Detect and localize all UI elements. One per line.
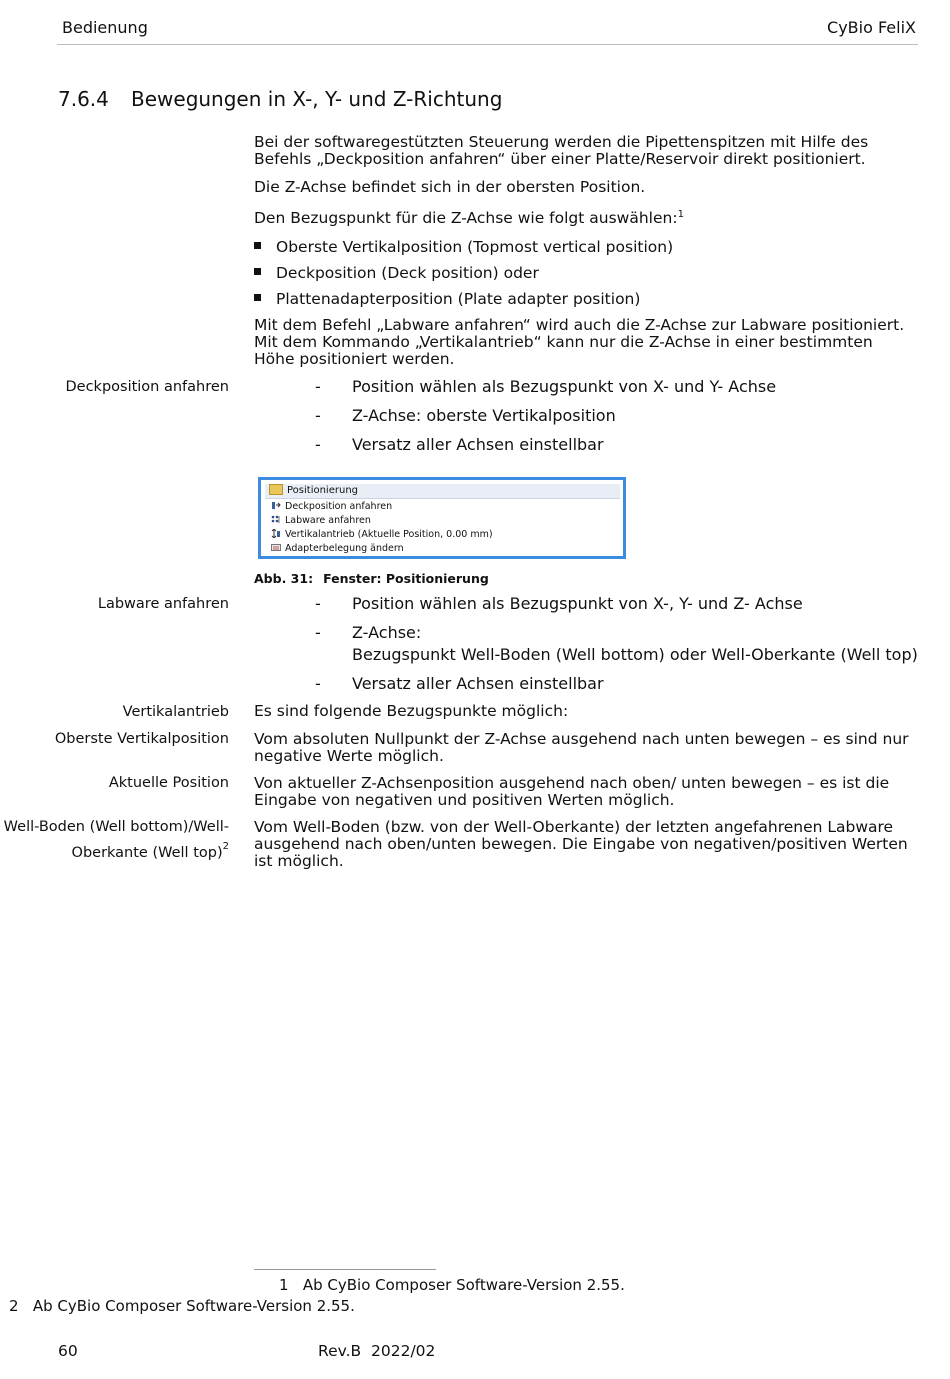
intro-paragraph-4: Mit dem Befehl „Labware anfahren“ wird auch die Z-Achse zur Labware positioniert. Mit dem Kommando „Vertikalantrieb“ kann nur die Z-Achse in einer bestimmten Höhe positioniert werden.	[254, 316, 905, 368]
labware-item-2-line-2: Bezugspunkt Well-Boden (Well bottom) oder Well-Oberkante (Well top)	[352, 645, 918, 664]
footnote-1	[279, 1276, 625, 1294]
header-divider	[57, 44, 918, 45]
margin-label-vertical: Vertikalantrieb	[122, 704, 229, 720]
bullet-text: Deckposition (Deck position) oder	[276, 264, 539, 282]
bullet-text: Oberste Vertikalposition (Topmost vertical position)	[276, 238, 674, 256]
labware-move-icon	[271, 515, 281, 524]
labware-item-1: Position wählen als Bezugspunkt von X-, Y- und Z- Achse	[352, 594, 803, 613]
footnote-text: Ab CyBio Composer Software-Version 2.55.	[32, 1297, 355, 1315]
adapter-icon	[271, 543, 281, 552]
tree-item-label: Vertikalantrieb (Aktuelle Position, 0.00 mm)	[285, 529, 493, 540]
bullet-item	[254, 238, 673, 256]
deck-item-3: Versatz aller Achsen einstellbar	[352, 435, 604, 454]
footnote-divider	[254, 1269, 436, 1270]
deck-move-icon	[271, 501, 281, 510]
bullet-item	[254, 290, 640, 308]
margin-label-deck: Deckposition anfahren	[65, 379, 229, 395]
deck-item-1: Position wählen als Bezugspunkt von X- und Y- Achse	[352, 377, 777, 396]
figure-caption	[254, 571, 489, 586]
tree-item-label: Deckposition anfahren	[285, 501, 393, 512]
folder-icon	[269, 484, 283, 495]
margin-label-labware: Labware anfahren	[97, 596, 229, 612]
positioning-tree-header	[265, 484, 620, 499]
footnote-number: 1	[279, 1276, 289, 1294]
def-well-text: Vom Well-Boden (bzw. von der Well-Oberkante) der letzten angefahrenen Labware ausgehend nach oben/unten bewegen. Die Eingabe von negativen/positiven Werten ist möglich.	[254, 818, 908, 870]
intro-paragraph-3-text: Den Bezugspunkt für die Z-Achse wie folgt auswählen:	[254, 209, 678, 227]
footnote-number: 2	[9, 1297, 19, 1315]
intro-paragraph-3	[254, 210, 918, 227]
margin-label-well-2-text: Oberkante (Well top)	[71, 845, 223, 861]
dash-marker: -	[315, 377, 321, 396]
intro-paragraph-1: Bei der softwaregestützten Steuerung werden die Pipettenspitzen mit Hilfe des Befehls „Deckposition anfahren“ über einer Platte/Reservoir direkt positioniert.	[254, 133, 869, 168]
dash-marker: -	[315, 594, 321, 613]
def-topmost-text: Vom absoluten Nullpunkt der Z-Achse ausgehend nach unten bewegen – es sind nur negative Werte möglich.	[254, 730, 909, 765]
bullet-item	[254, 264, 539, 282]
tree-item-label: Labware anfahren	[285, 515, 371, 526]
labware-item-3: Versatz aller Achsen einstellbar	[352, 674, 604, 693]
bullet-text: Plattenadapterposition (Plate adapter position)	[276, 290, 641, 308]
tree-item-deck	[271, 501, 392, 513]
vertical-intro: Es sind folgende Bezugspunkte möglich:	[254, 702, 569, 720]
figure-caption-text: Fenster: Positionierung	[323, 571, 489, 586]
footnote-text: Ab CyBio Composer Software-Version 2.55.	[302, 1276, 625, 1294]
footnote-ref-1: 1	[677, 209, 684, 220]
margin-label-well-1: Well-Boden (Well bottom)/Well-	[3, 819, 229, 835]
positioning-tree-title: Positionierung	[287, 485, 359, 496]
header-product-name: CyBio FeliX	[827, 18, 916, 37]
tree-item-labware	[271, 515, 371, 527]
page-number: 60	[58, 1342, 78, 1360]
margin-label-current: Aktuelle Position	[108, 775, 229, 791]
section-title: Bewegungen in X-, Y- und Z-Richtung	[131, 87, 503, 111]
footnote-ref-2: 2	[222, 841, 229, 852]
vertical-drive-icon	[271, 529, 281, 538]
bullet-square-icon	[254, 268, 261, 275]
bullet-square-icon	[254, 294, 261, 301]
intro-paragraph-2: Die Z-Achse befindet sich in der obersten Position.	[254, 178, 646, 196]
bullet-square-icon	[254, 242, 261, 249]
dash-marker: -	[315, 406, 321, 425]
positioning-window-screenshot	[258, 477, 626, 559]
section-number: 7.6.4	[58, 87, 109, 111]
tree-item-vertical	[271, 529, 493, 541]
figure-caption-label: Abb. 31:	[254, 571, 314, 586]
footnote-2	[9, 1297, 355, 1315]
tree-item-adapter	[271, 543, 404, 555]
deck-item-2: Z-Achse: oberste Vertikalposition	[352, 406, 616, 425]
header-section-title: Bedienung	[62, 18, 148, 37]
dash-marker: -	[315, 674, 321, 693]
revision-date: Rev.B 2022/02	[318, 1342, 436, 1360]
dash-marker: -	[315, 435, 321, 454]
def-current-text: Von aktueller Z-Achsenposition ausgehend nach oben/ unten bewegen – es ist die Eingabe von negativen und positiven Werten möglich.	[254, 774, 890, 809]
margin-label-well-2	[71, 841, 229, 861]
labware-item-2-line-1: Z-Achse:	[352, 623, 422, 642]
tree-item-label: Adapterbelegung ändern	[285, 543, 404, 554]
dash-marker: -	[315, 623, 321, 642]
margin-label-topmost: Oberste Vertikalposition	[54, 731, 229, 747]
